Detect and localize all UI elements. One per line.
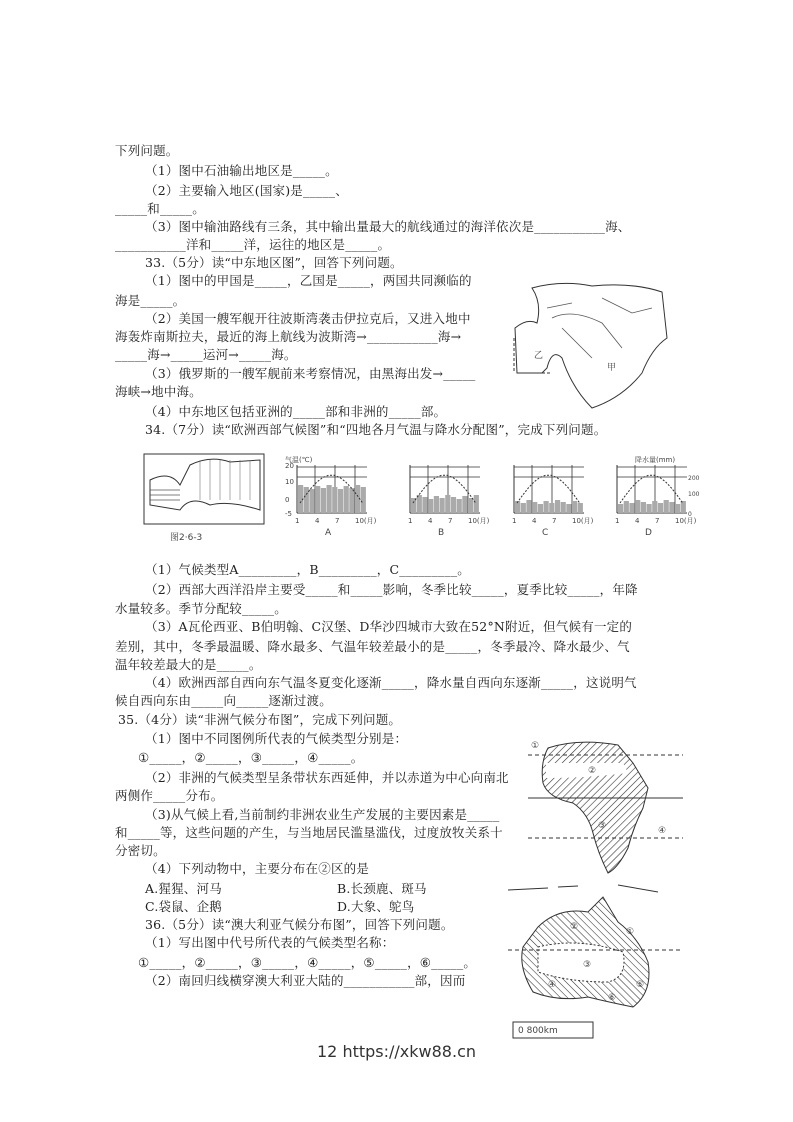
page-footer: 12 https://xkw88.cn (317, 1042, 476, 1061)
text-line: 候自西向东由_____向_____逐渐过渡。 (115, 693, 332, 708)
text-line: （2）南回归线横穿澳大利亚大陆的___________部，因而 (145, 973, 466, 988)
chart-name: D (645, 528, 652, 538)
text-line: 差别，其中，冬季最温暖、降水最多、气温年较差最小的是_____，冬季最冷、降水最少、气 (115, 639, 630, 654)
text-line: （1）图中石油输出地区是_____。 (145, 163, 338, 178)
x-tick: 7 (335, 517, 340, 525)
text-line: 温年较差最大的是_____。 (115, 657, 262, 672)
text-line: 36.（5分）读“澳大利亚气候分布图”，回答下列问题。 (145, 917, 454, 932)
text-line: 两侧作_____分布。 (115, 788, 224, 803)
x-tick: 10(月) (572, 517, 594, 525)
x-tick: 4 (428, 517, 433, 525)
climate-chart (502, 455, 592, 540)
text-line: ___________洋和_____洋，运往的地区是_____。 (115, 237, 391, 252)
text-line: （2）西部大西洋沿岸主要受_____和_____影响，冬季比较_____，夏季比较_____，年降 (145, 582, 638, 597)
x-tick: 10(月) (675, 517, 697, 525)
aus-label-4: ④ (548, 980, 557, 990)
text-line: 分密切。 (115, 843, 166, 858)
europe-climate-map (140, 450, 270, 545)
middle-east-map (512, 278, 672, 413)
text-line: A.猩猩、河马 (145, 881, 222, 896)
text-line: （4）欧洲西部自西向东气温冬夏变化逐渐_____，降水量自西向东逐渐_____，这说明气 (145, 675, 637, 690)
x-tick: 4 (315, 517, 320, 525)
aus-label-5: ⑤ (636, 980, 645, 990)
x-tick: 1 (615, 517, 620, 525)
text-line: 海是_____。 (115, 293, 186, 308)
europe-caption: 图2·6-3 (170, 533, 203, 543)
text-line: ①_____，②_____，③_____，④_____，⑤_____，⑥_____。 (138, 955, 477, 970)
text-line: 下列问题。 (115, 143, 179, 158)
x-tick: 10(月) (355, 517, 377, 525)
x-tick: 1 (295, 517, 300, 525)
aus-scale: 0 800km (518, 1026, 558, 1036)
y-left-tick: 10 (285, 478, 294, 486)
x-tick: 10(月) (468, 517, 490, 525)
aus-label-6: ⑥ (608, 993, 617, 1003)
climate-chart (398, 455, 488, 540)
text-line: ①_____，②_____，③_____，④_____。 (138, 750, 364, 765)
aus-label-2: ② (570, 922, 579, 932)
australia-climate-map (508, 882, 683, 1042)
text-line: （3）图中输油路线有三条，其中输出量最大的航线通过的海洋依次是___________海、 (145, 219, 631, 234)
text-line: 水量较多。季节分配较_____。 (115, 601, 287, 616)
y-right-label: 降水量(mm) (635, 456, 676, 464)
text-line: 海轰炸南斯拉夫，最近的海上航线为波斯湾→___________海→ (115, 329, 462, 344)
text-line: （4）中东地区包括亚洲的_____部和非洲的_____部。 (145, 404, 447, 419)
y-right-tick: 0 (688, 511, 692, 518)
text-line: （4）下列动物中，主要分布在②区的是 (145, 861, 370, 876)
text-line: B.长颈鹿、斑马 (337, 881, 427, 896)
climate-chart (285, 455, 375, 540)
y-left-label: 气温(℃) (285, 456, 313, 464)
text-line: _____海→_____运河→_____海。 (115, 347, 297, 362)
aus-label-3: ③ (583, 960, 592, 970)
x-tick: 7 (552, 517, 557, 525)
text-line: 34.（7分）读“欧洲西部气候图”和“四地各月气温与降水分配图”，完成下列问题。 (145, 422, 607, 437)
text-line: （1）图中不同图例所代表的气候类型分别是： (145, 731, 408, 746)
africa-climate-map (528, 733, 683, 878)
text-line: （3)从气候上看,当前制约非洲农业生产发展的主要因素是_____ (145, 807, 500, 822)
text-line: D.大象、鸵鸟 (337, 899, 415, 914)
aus-label-1: ① (626, 927, 635, 937)
africa-label-1: ① (531, 741, 540, 751)
chart-name: A (325, 528, 332, 538)
chart-name: B (438, 528, 445, 538)
africa-label-4: ④ (658, 826, 667, 836)
text-line: 和_____等，这些问题的产生，与当地居民滥垦滥伐，过度放牧关系十 (115, 825, 503, 840)
text-line: （2）美国一艘军舰开往波斯湾袭击伊拉克后，又进入地中 (145, 311, 471, 326)
x-tick: 4 (532, 517, 537, 525)
y-left-tick: 20 (285, 462, 294, 470)
x-tick: 1 (512, 517, 517, 525)
text-line: （2）主要输入地区(国家)是_____、 (145, 183, 348, 198)
text-line: （1）气候类型A_________，B_________，C_________。 (145, 562, 470, 577)
text-line: 海峡→地中海。 (115, 384, 202, 399)
text-line: C.袋鼠、企鹅 (145, 899, 222, 914)
text-line: （2）非洲的气候类型呈条带状东西延伸，并以赤道为中心向南北 (145, 770, 509, 785)
x-tick: 7 (655, 517, 660, 525)
text-line: （3）俄罗斯的一艘军舰前来考察情况，由黑海出发→_____ (145, 366, 476, 381)
text-line: （3）A瓦伦西亚、B伯明翰、C汉堡、D华沙四城市大致在52°N附近，但气候有一定的 (145, 619, 633, 634)
x-tick: 4 (635, 517, 640, 525)
text-line: （1）写出图中代号所代表的气候类型名称： (145, 935, 395, 950)
text-line: _____和_____。 (115, 201, 205, 216)
climate-chart (605, 455, 700, 540)
y-right-tick: 200 (688, 475, 700, 482)
text-line: （1）图中的甲国是_____，乙国是_____，两国共同濒临的 (145, 273, 472, 288)
y-left-tick: -5 (285, 510, 292, 518)
x-tick: 1 (408, 517, 413, 525)
text-line: 35.（4分）读“非洲气候分布图”，完成下列问题。 (118, 712, 402, 727)
africa-label-2: ② (588, 766, 597, 776)
y-right-tick: 100 (688, 491, 700, 498)
x-tick: 7 (448, 517, 453, 525)
text-line: 33.（5分）读“中东地区图”，回答下列问题。 (145, 255, 403, 270)
chart-name: C (542, 528, 549, 538)
y-left-tick: 0 (285, 496, 290, 504)
label-yi: 乙 (534, 351, 544, 361)
label-jia: 甲 (607, 363, 617, 373)
africa-label-3: ③ (598, 821, 607, 831)
